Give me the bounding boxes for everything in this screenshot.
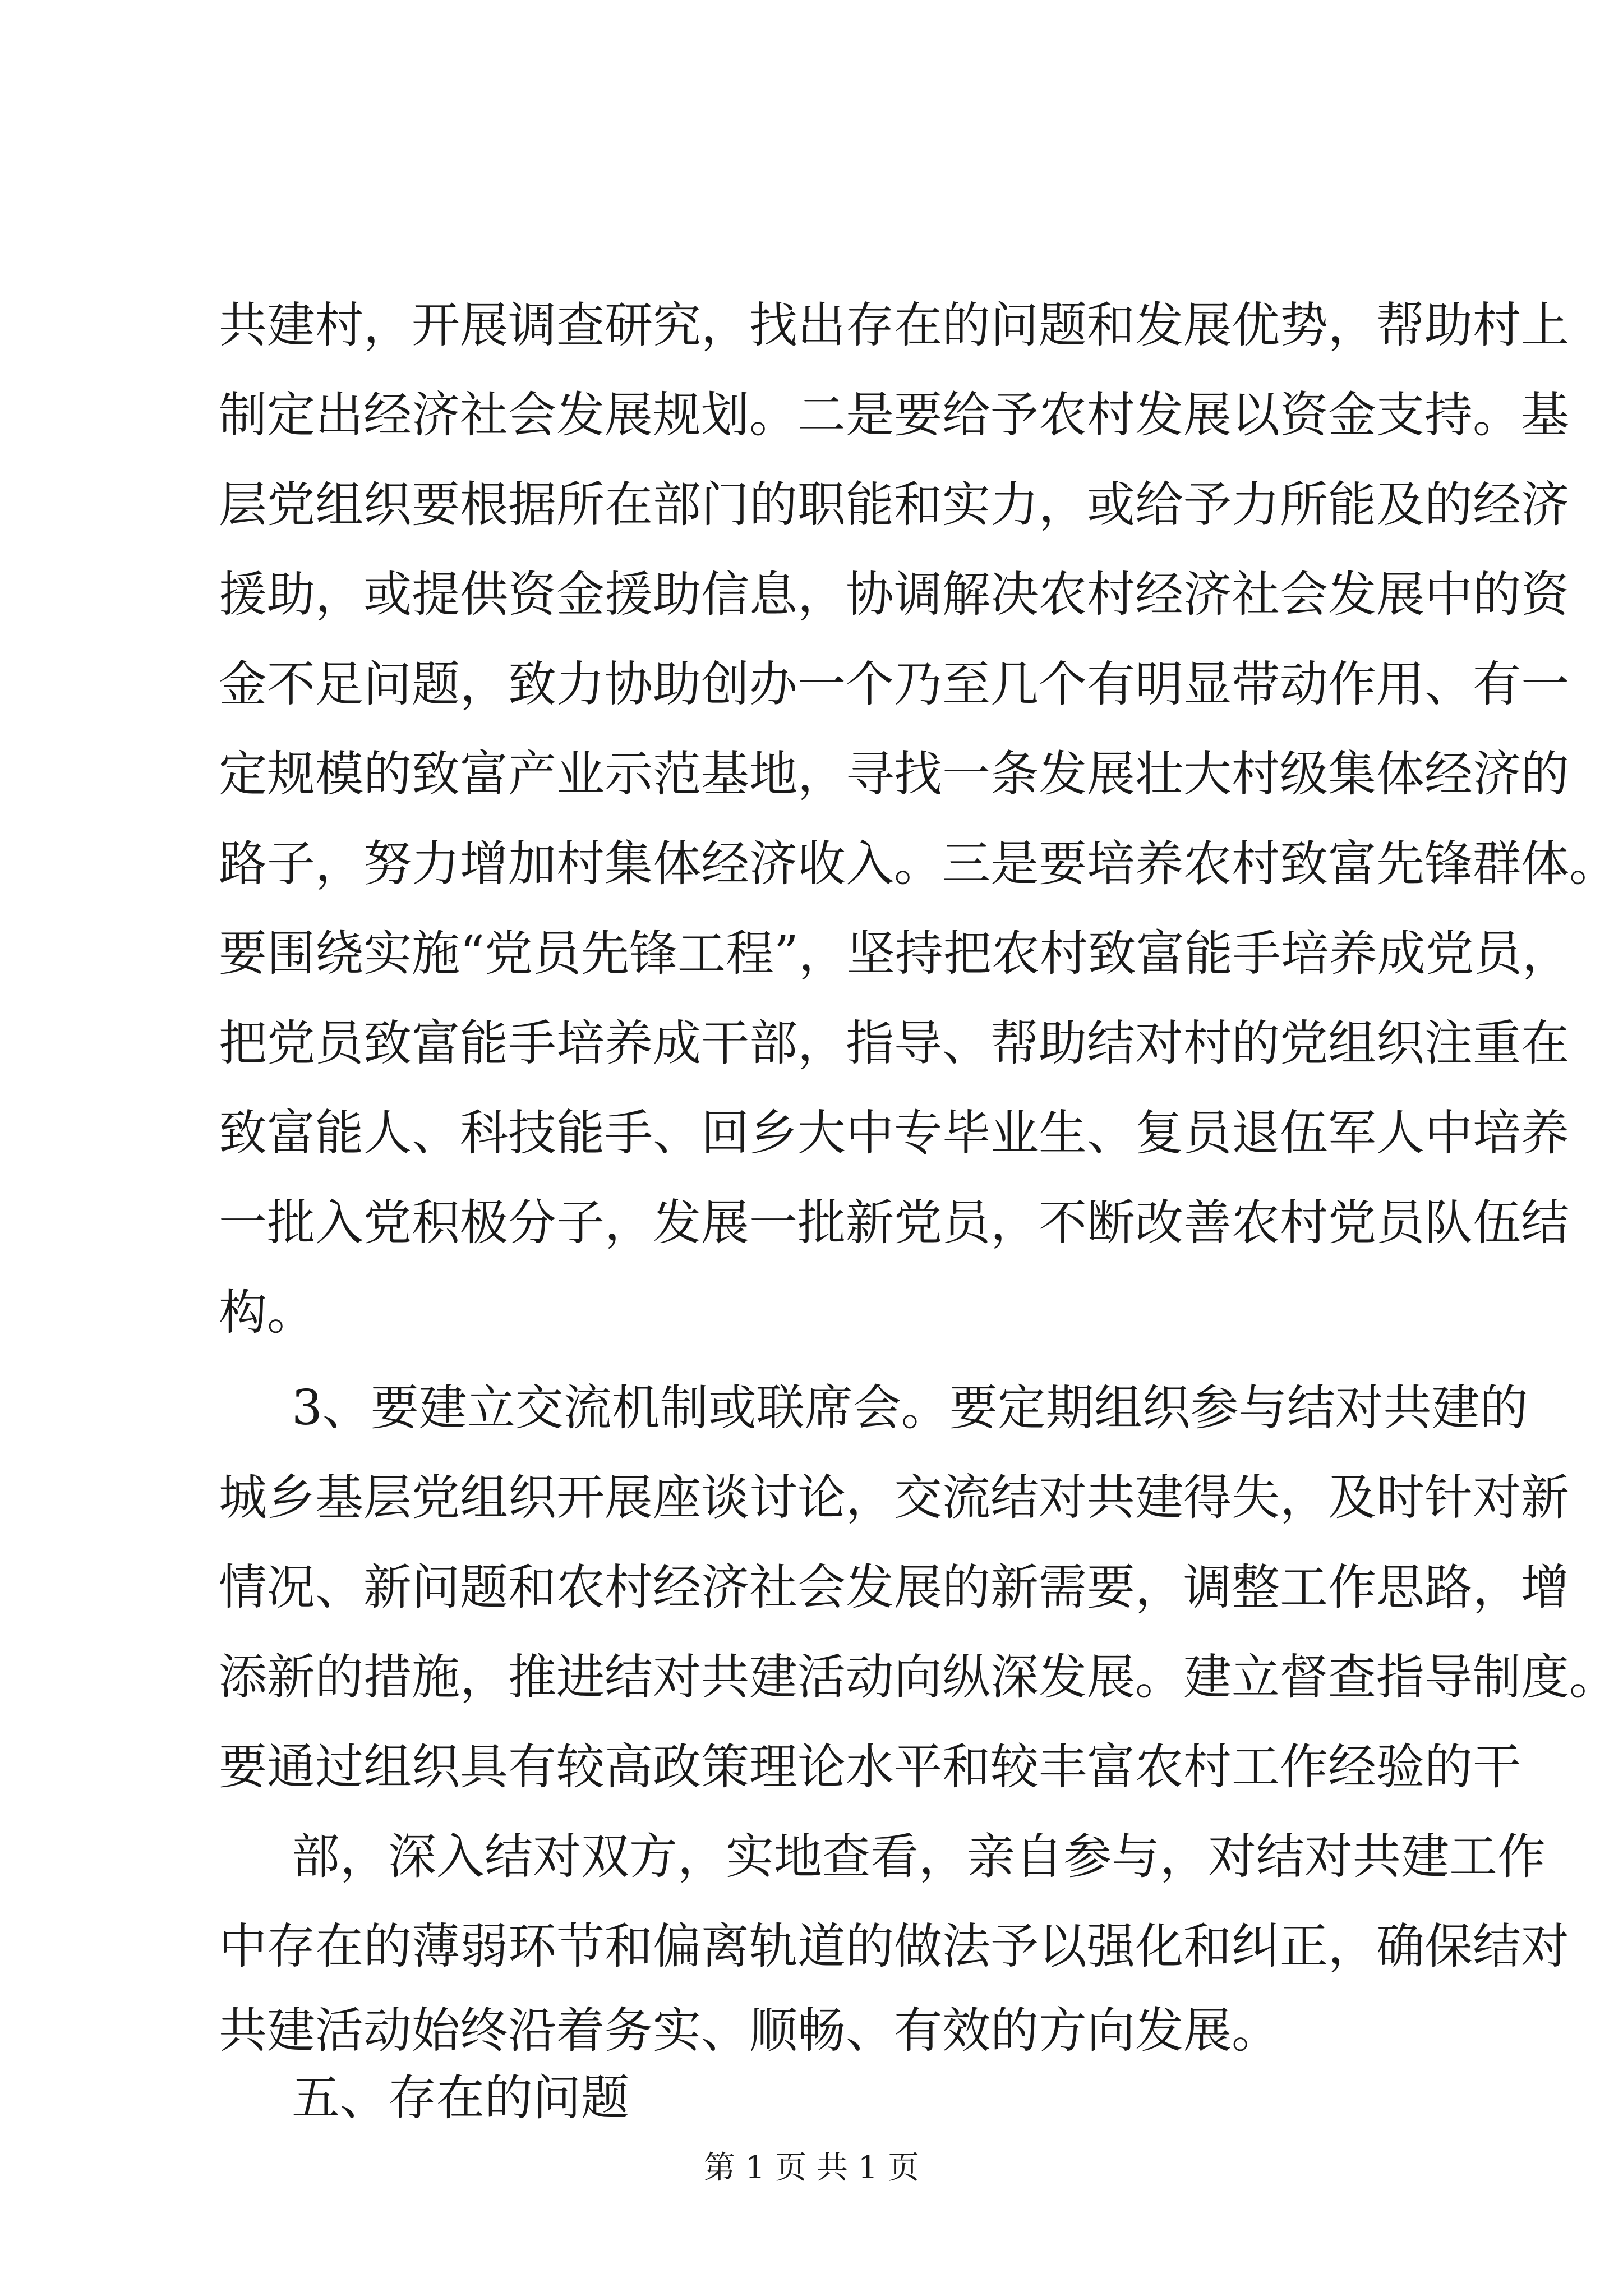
body-text-line: 共建村，开展调查研究，找出存在的问题和发展优势，帮助村上 bbox=[219, 297, 1569, 353]
body-text-line: 中存在的薄弱环节和偏离轨道的做法予以强化和纠正，确保结对 bbox=[219, 1918, 1569, 1975]
body-text-line: 致富能人、科技能手、回乡大中专毕业生、复员退伍军人中培养 bbox=[219, 1105, 1569, 1161]
section-heading: 五、存在的问题 bbox=[292, 2070, 629, 2126]
body-text-line: 城乡基层党组织开展座谈讨论，交流结对共建得失，及时针对新 bbox=[219, 1470, 1569, 1526]
body-text-line: 制定出经济社会发展规划。二是要给予农村发展以资金支持。基 bbox=[219, 387, 1569, 443]
body-text-line: 金不足问题，致力协助创办一个乃至几个有明显带动作用、有一 bbox=[219, 656, 1569, 712]
body-text-line: 把党员致富能手培养成干部，指导、帮助结对村的党组织注重在 bbox=[219, 1015, 1569, 1071]
body-text-line: 援助，或提供资金援助信息，协调解决农村经济社会发展中的资 bbox=[219, 567, 1569, 623]
body-text-line: 路子，努力增加村集体经济收入。三是要培养农村致富先锋群体。 bbox=[219, 836, 1617, 892]
section-paragraph-start: 3、要建立交流机制或联席会。要定期组织参与结对共建的 bbox=[292, 1380, 1528, 1436]
body-text-line: 构。 bbox=[219, 1285, 315, 1341]
body-text-line: 要通过组织具有较高政策理论水平和较丰富农村工作经验的干 bbox=[219, 1739, 1521, 1795]
page-number-footer: 第 1 页 共 1 页 bbox=[703, 2150, 920, 2186]
body-text-line: 一批入党积极分子，发展一批新党员，不断改善农村党员队伍结 bbox=[219, 1195, 1569, 1251]
body-text-line: 添新的措施，推进结对共建活动向纵深发展。建立督查指导制度。 bbox=[219, 1649, 1617, 1705]
body-text-line: 要围绕实施“党员先锋工程”，坚持把农村致富能手培养成党员， bbox=[219, 926, 1570, 982]
body-text-line: 层党组织要根据所在部门的职能和实力，或给予力所能及的经济 bbox=[219, 477, 1569, 533]
paragraph-start: 部，深入结对双方，实地查看，亲自参与，对结对共建工作 bbox=[292, 1829, 1546, 1885]
body-text-line: 共建活动始终沿着务实、顺畅、有效的方向发展。 bbox=[219, 2003, 1280, 2059]
body-text-line: 定规模的致富产业示范基地，寻找一条发展壮大村级集体经济的 bbox=[219, 746, 1569, 802]
body-text-line: 情况、新问题和农村经济社会发展的新需要，调整工作思路，增 bbox=[219, 1559, 1569, 1616]
